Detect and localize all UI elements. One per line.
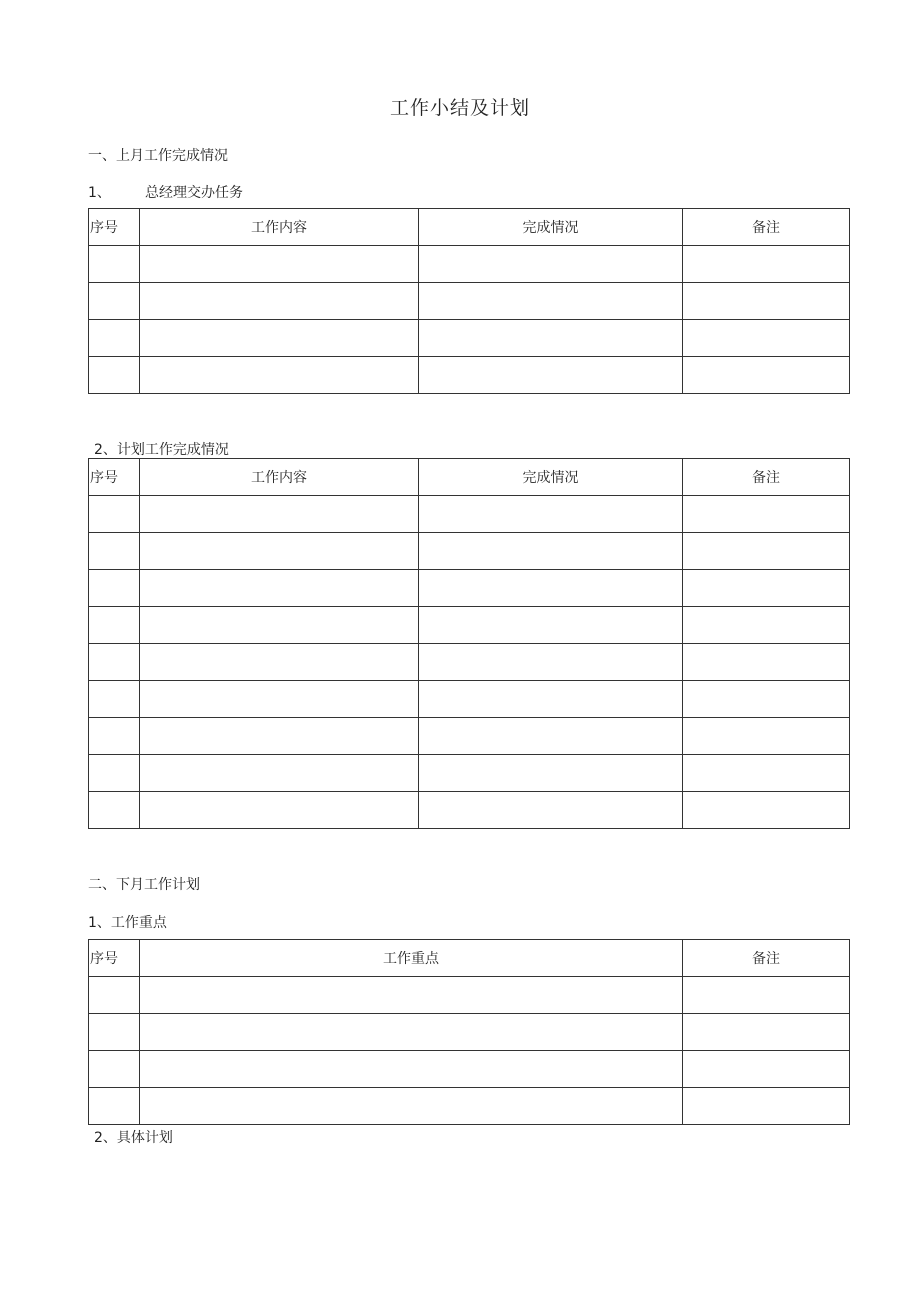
header-cell-no: 序号 [89, 209, 140, 246]
table-row [89, 1088, 850, 1125]
table-cell [683, 320, 850, 357]
table-cell [419, 357, 683, 394]
table-cell [89, 283, 140, 320]
header-cell-content: 工作内容 [140, 209, 419, 246]
table-cell [140, 246, 419, 283]
table-row [89, 570, 850, 607]
table-cell [683, 607, 850, 644]
table-cell [140, 718, 419, 755]
table-cell [89, 533, 140, 570]
table-row [89, 1014, 850, 1051]
table-row [89, 246, 850, 283]
table-cell [419, 755, 683, 792]
table-row [89, 681, 850, 718]
table-cell [683, 681, 850, 718]
table-cell [140, 1051, 683, 1088]
table-cell [683, 1014, 850, 1051]
header-cell-status: 完成情况 [419, 459, 683, 496]
section1-sub2-label: 2、计划工作完成情况 [94, 442, 229, 458]
table-cell [89, 570, 140, 607]
table-cell [140, 1088, 683, 1125]
table-cell [683, 533, 850, 570]
table-cell [683, 246, 850, 283]
table-key-work [88, 939, 850, 1125]
table-row [89, 755, 850, 792]
table-cell [419, 533, 683, 570]
table-cell [89, 496, 140, 533]
header-cell-content: 工作内容 [140, 459, 419, 496]
header-cell-focus: 工作重点 [140, 940, 683, 977]
table-cell [419, 644, 683, 681]
table-cell [89, 755, 140, 792]
section1-sub1-number: 1、 [88, 185, 111, 201]
table-row [89, 357, 850, 394]
table-cell [89, 718, 140, 755]
table-cell [89, 977, 140, 1014]
table-header-row [89, 459, 850, 496]
table-cell [419, 283, 683, 320]
table-cell [419, 607, 683, 644]
table-row [89, 533, 850, 570]
table-cell [419, 320, 683, 357]
table-cell [140, 320, 419, 357]
table-cell [683, 570, 850, 607]
table-cell [419, 246, 683, 283]
header-cell-notes: 备注 [683, 459, 850, 496]
table-cell [419, 792, 683, 829]
table-cell [140, 357, 419, 394]
header-cell-status: 完成情况 [419, 209, 683, 246]
table-header-row [89, 209, 850, 246]
section2-heading: 二、下月工作计划 [88, 877, 200, 893]
table-cell [683, 718, 850, 755]
table-cell [683, 977, 850, 1014]
table-cell [683, 644, 850, 681]
table-header-row [89, 940, 850, 977]
table-row [89, 977, 850, 1014]
section2-sub2-label: 2、具体计划 [94, 1130, 173, 1146]
table-cell [419, 681, 683, 718]
table-cell [140, 755, 419, 792]
table-cell [683, 283, 850, 320]
table-row [89, 320, 850, 357]
table-cell [419, 718, 683, 755]
section2-sub1-label: 1、工作重点 [88, 915, 167, 931]
table-row [89, 718, 850, 755]
table-cell [140, 977, 683, 1014]
section1-sub1-label: 总经理交办任务 [145, 185, 243, 201]
header-cell-no: 序号 [89, 940, 140, 977]
table-row [89, 644, 850, 681]
table-cell [89, 681, 140, 718]
table-cell [140, 1014, 683, 1051]
table-cell [89, 1051, 140, 1088]
table-cell [89, 1088, 140, 1125]
table-cell [140, 792, 419, 829]
table-row [89, 496, 850, 533]
table-row [89, 607, 850, 644]
table-cell [683, 357, 850, 394]
table-cell [89, 644, 140, 681]
header-cell-notes: 备注 [683, 209, 850, 246]
table-cell [140, 644, 419, 681]
table-cell [89, 792, 140, 829]
table-cell [683, 1088, 850, 1125]
table-cell [683, 792, 850, 829]
table-gm-tasks [88, 208, 850, 394]
table-cell [89, 607, 140, 644]
table-cell [140, 533, 419, 570]
table-cell [89, 1014, 140, 1051]
table-cell [89, 357, 140, 394]
table-cell [140, 607, 419, 644]
table-cell [140, 570, 419, 607]
table-cell [140, 681, 419, 718]
table-cell [89, 320, 140, 357]
table-cell [419, 496, 683, 533]
table-cell [140, 283, 419, 320]
section1-heading: 一、上月工作完成情况 [88, 148, 228, 164]
page-title: 工作小结及计划 [389, 97, 530, 119]
header-cell-notes: 备注 [683, 940, 850, 977]
table-row [89, 792, 850, 829]
table-cell [419, 570, 683, 607]
table-cell [683, 755, 850, 792]
table-cell [683, 496, 850, 533]
table-cell [140, 496, 419, 533]
table-plan-completion [88, 458, 850, 829]
table-row [89, 283, 850, 320]
header-cell-no: 序号 [89, 459, 140, 496]
table-cell [683, 1051, 850, 1088]
table-cell [89, 246, 140, 283]
table-row [89, 1051, 850, 1088]
